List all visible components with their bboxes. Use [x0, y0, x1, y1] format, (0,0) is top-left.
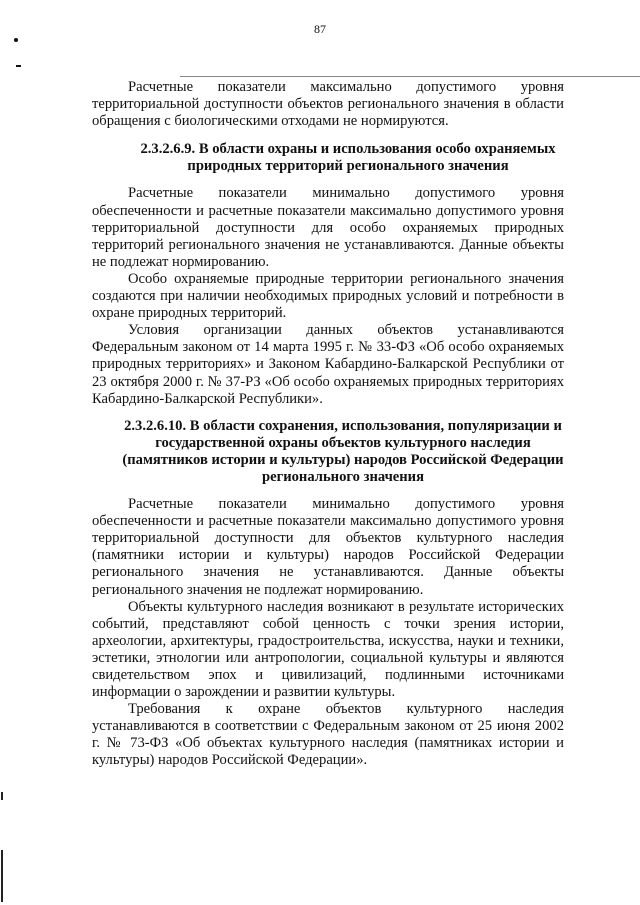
paragraph: Условия организации данных объектов устанавливаются Федеральным законом от 14 марта 1995 г. № 33-ФЗ «Об особо охраняемых природных территориях» и Законом Кабардино-Балкарской Республики от 23 октября 2000 г. № 37-РЗ «Об особо охраняемых природных территориях Кабардино-Балкарской Республики».: [92, 322, 564, 407]
paragraph: Расчетные показатели минимально допустимого уровня обеспеченности и расчетные показатели максимально допустимого уровня территориальной доступности для объектов культурного наследия (памятники истории и культуры) народов Российской Федерации регионального значения не устанавливаются. Данные объекты регионального значения не подлежат нормированию.: [92, 496, 564, 598]
section-heading: 2.3.2.6.9. В области охраны и использования особо охраняемых природных территорий регионального значения: [140, 141, 556, 175]
document-body: [92, 79, 564, 770]
paragraph: Объекты культурного наследия возникают в результате исторических событий, представляют собой ценность с точки зрения истории, археологии, архитектуры, градостроительства, искусства, науки и техники, эстетики, этнологии или антропологии, социальной культуры и являются свидетельством эпох и цивилизаций, подлинными источниками информации о зарождении и развитии культуры.: [92, 598, 564, 701]
scan-edge-mark: [1, 850, 3, 902]
paragraph: Расчетные показатели минимально допустимого уровня обеспеченности и расчетные показатели максимально допустимого уровня территориальной доступности для особо охраняемых природных территорий регионального значения не устанавливаются. Данные объекты не подлежат нормированию.: [92, 185, 564, 270]
paragraph: Требования к охране объектов культурного наследия устанавливаются в соответствии с Федеральным законом от 25 июня 2002 г. № 73-ФЗ «Об объектах культурного наследия (памятниках истории и культуры) народов Российской Федерации».: [92, 701, 564, 769]
scan-edge-mark: [1, 792, 3, 800]
intro-paragraph: Расчетные показатели максимально допустимого уровня территориальной доступности объектов регионального значения в области обращения с биологическими отходами не нормируются.: [92, 79, 564, 130]
scan-line: [180, 76, 640, 77]
scan-speck: [16, 65, 21, 67]
section-heading: 2.3.2.6.10. В области сохранения, использования, популяризации и государственной охраны объектов культурного наследия (памятников истории и культуры) народов Российской Федерации регионального значения: [122, 417, 564, 485]
paragraph: Особо охраняемые природные территории регионального значения создаются при наличии необходимых природных условий и потребности в охране природных территорий.: [92, 270, 564, 322]
page-number: 87: [314, 22, 326, 36]
scan-speck: [14, 38, 18, 42]
